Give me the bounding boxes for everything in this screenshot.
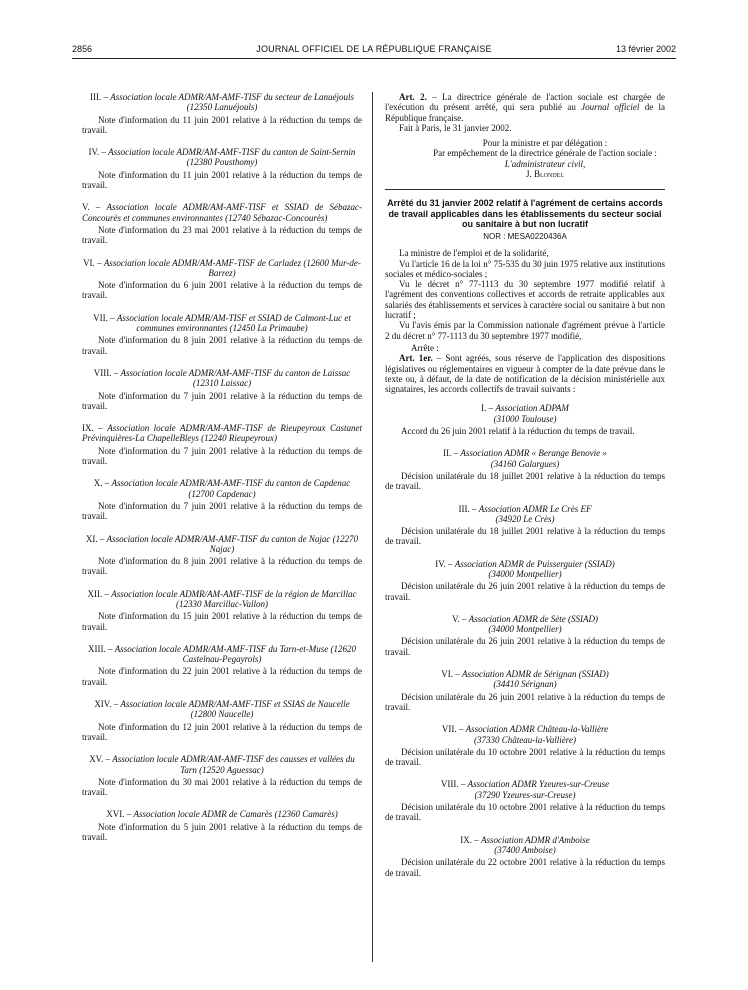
agreement-title [385, 614, 665, 624]
agreement-entry [385, 504, 665, 547]
article-2-label: Art. 2. [399, 92, 427, 102]
association-title [82, 478, 362, 499]
association-place: (34410 Sérignan) [493, 679, 557, 690]
article-2 [385, 92, 665, 123]
information-note: Note d'information du 5 juin 2001 relative à la réduction du temps de travail. [82, 821, 362, 843]
decision-note: Décision unilatérale du 18 juillet 2001 relative à la réduction du temps de travail. [385, 526, 665, 547]
association-title [82, 809, 362, 819]
entry-number: IX. [460, 834, 472, 845]
information-note: Note d'information du 30 mai 2001 relative à la réduction du temps de travail. [82, 776, 362, 798]
entry-dash: – [458, 779, 468, 790]
entry-number: VIII. [93, 367, 112, 378]
association-entry [82, 147, 362, 190]
association-name: Association locale ADMR/AM-AMF-TISF de Carladez (12600 Mur-de-Barrez) [103, 257, 361, 278]
entry-number: III. [458, 503, 470, 514]
agreement-title [385, 403, 665, 413]
entry-dash: – [445, 558, 455, 569]
decision-note: Décision unilatérale du 22 octobre 2001 relative à la réduction du temps de travail. [385, 857, 665, 878]
signature-line-3: L'administrateur civil, [504, 158, 586, 169]
association-name: Association ADMR de Puisserguier (SSIAD) [454, 558, 615, 569]
nor-reference: NOR : MESA0220436A [483, 231, 567, 241]
entry-number: IV. [435, 558, 446, 569]
association-name: Association ADMR de Sète (SSIAD) [468, 613, 598, 624]
association-place: (34000 Montpellier) [488, 569, 562, 579]
entry-number: XI. [85, 533, 98, 544]
column-divider [372, 92, 373, 962]
page-header [72, 44, 676, 58]
association-name: Association locale ADMR/AM-AMF-TISF des causses et vallées du Tarn (12520 Aguessac) [112, 754, 355, 775]
association-name: Association ADMR Château-la-Vallière [465, 724, 609, 735]
association-title [82, 368, 362, 389]
information-note: Note d'information du 6 juin 2001 relative à la réduction du temps de travail. [82, 280, 362, 301]
association-entry [82, 258, 362, 301]
entry-dash: – [111, 699, 121, 710]
association-title [82, 589, 362, 610]
association-entry [82, 534, 362, 577]
association-name: Association ADMR de Sérignan (SSIAD) [461, 669, 609, 680]
association-name: Association locale ADMR/AM-AMF-TISF du canton de Laissac (12310 Laissac) [120, 367, 351, 389]
arrete-title: Arrêté du 31 janvier 2002 relatif à l'agrément de certains accords de travail applicables dans les établissements du secteur social ou sanitaire à but non lucratif [387, 198, 663, 229]
association-title [82, 644, 362, 665]
page-number: 2856 [72, 44, 93, 54]
signature-line-2: Par empêchement de la directrice générale de l'action sociale : [433, 148, 657, 159]
agreement-entry [385, 669, 665, 712]
left-column [82, 92, 362, 854]
agreement-title [385, 669, 665, 679]
entry-dash: – [97, 533, 107, 544]
agreement-title [385, 448, 665, 458]
arrete-label: Arrête : [411, 342, 439, 353]
decision-note: Accord du 26 juin 2001 relatif à la réduction du temps de travail. [401, 426, 635, 437]
association-entry [82, 313, 362, 356]
agreement-title [385, 504, 665, 514]
association-name: Association locale ADMR/AM-AMF-TISF et SSIAS de Naucelle (12800 Naucelle) [120, 699, 350, 720]
agreement-entry [385, 448, 665, 491]
agreement-entry [385, 724, 665, 767]
entry-number: XIV. [94, 699, 112, 710]
association-name: Association locale ADMR/AM-AMF-TISF de Rieupeyroux Castanet Prévinquières-La ChapelleBleys (12240 Rieupeyroux) [82, 423, 362, 444]
association-place: (37290 Yzeures-sur-Creuse) [474, 789, 576, 800]
association-name: Association locale ADMR/AM-AMF-TISF du Tarn-et-Muse (12620 Castelnau-Pegayrols) [114, 643, 356, 665]
association-place: (34160 Galargues) [490, 458, 560, 469]
entry-number: VIII. [440, 779, 459, 790]
article-1-text: – Sont agréés, sous réserve de l'application des dispositions législatives ou réglementaires en vigueur à compter de la date prévue dans le texte ou, à défaut, de la date de notification de la décision ministérielle aux signataires, les accords collectifs de travail suivants : [385, 353, 666, 395]
information-note: Note d'information du 12 juin 2001 relative à la réduction du temps de travail. [82, 721, 362, 742]
association-entry [82, 589, 362, 632]
entry-dash: – [452, 669, 462, 680]
association-name: Association locale ADMR/AM-AMF-TISF du canton de Capdenac (12700 Capdenac) [111, 478, 351, 499]
entry-dash: – [451, 448, 461, 459]
fait-a-paris: Fait à Paris, le 31 janvier 2002. [399, 122, 512, 133]
association-entry [82, 368, 362, 411]
association-entry [82, 699, 362, 742]
section-divider [385, 189, 665, 190]
entry-number: XII. [87, 588, 103, 599]
association-name: Association locale ADMR/AM-AMF-TISF de la région de Marcillac (12330 Marcillac-Vallon) [111, 588, 357, 609]
article-2-end: de la République française. [385, 102, 665, 123]
entry-number: VI. [441, 669, 453, 680]
information-note: Note d'information du 7 juin 2001 relative à la réduction du temps de travail. [82, 390, 362, 411]
information-note: Note d'information du 7 juin 2001 relative à la réduction du temps de travail. [82, 445, 362, 467]
agreement-entry [385, 779, 665, 822]
signature-name: J. Blondel [526, 169, 564, 180]
entry-dash: – [469, 503, 479, 514]
association-entry [82, 423, 362, 466]
agreement-entry [385, 835, 665, 878]
decision-note: Décision unilatérale du 26 juin 2001 relative à la réduction du temps de travail. [385, 581, 665, 602]
association-name: Association ADMR Le Crès EF [478, 503, 592, 514]
right-column [385, 92, 665, 890]
association-place: (37330 Château-la-Vallière) [474, 734, 576, 745]
association-title [82, 534, 362, 555]
entry-number: I. [481, 403, 487, 414]
entry-dash: – [101, 92, 111, 102]
association-name: Association ADMR Yzeures-sur-Creuse [467, 779, 610, 790]
entry-dash: – [89, 202, 107, 213]
preamble-minister: La ministre de l'emploi et de la solidarité, [399, 248, 549, 259]
signature-line-1: Pour la ministre et par délégation : [482, 138, 608, 149]
entry-dash: – [102, 478, 112, 489]
entry-dash: – [99, 147, 109, 158]
entry-number: V. [452, 613, 460, 624]
association-entry [82, 644, 362, 687]
entry-dash: – [93, 423, 108, 434]
association-title [82, 754, 362, 775]
association-place: (34920 Le Crès) [495, 513, 555, 524]
association-name: Association locale ADMR/AM-AMF-TISF et SSIAD de Sébazac-Concourès et communes environnantes (12740 Sébazac-Concourès) [82, 202, 362, 223]
entry-number: IX. [82, 423, 94, 434]
entry-dash: – [456, 724, 466, 735]
entry-number: VI. [83, 257, 95, 268]
decision-note: Décision unilatérale du 18 juillet 2001 relative à la réduction du temps de travail. [385, 470, 665, 492]
association-name: Association locale ADMR/AM-TISF et SSIAD de Calmont-Luc et communes environnantes (12450 La Primaube) [116, 312, 351, 334]
entry-number: IV. [88, 147, 100, 158]
information-note: Note d'information du 22 juin 2001 relative à la réduction du temps de travail. [82, 666, 362, 687]
association-title [82, 313, 362, 334]
article-1 [385, 353, 665, 394]
article-1-label: Art. 1er. [399, 353, 433, 364]
agreement-entry [385, 559, 665, 602]
information-note: Note d'information du 11 juin 2001 relative à la réduction du temps de travail. [82, 114, 362, 135]
association-name: Association locale ADMR/AM-AMF-TISF du canton de Saint-Sernin (12380 Pousthomy) [108, 147, 356, 168]
issue-date: 13 février 2002 [615, 44, 676, 54]
header-rule [72, 58, 676, 59]
association-name: Association ADPAM [495, 403, 569, 414]
entry-number: XVI. [106, 809, 125, 820]
entry-number: V. [82, 202, 90, 213]
association-title [82, 147, 362, 168]
agreement-entry [385, 403, 665, 436]
decision-note: Décision unilatérale du 26 juin 2001 relative à la réduction du temps de travail. [385, 691, 665, 712]
agreement-title [385, 779, 665, 789]
association-place: (34000 Montpellier) [488, 624, 562, 635]
association-entry [82, 478, 362, 521]
entry-dash: – [472, 834, 481, 845]
decision-note: Décision unilatérale du 26 juin 2001 relative à la réduction du temps de travail. [385, 636, 665, 657]
information-note: Note d'information du 7 juin 2001 relative à la réduction du temps de travail. [82, 500, 362, 522]
entry-dash: – [459, 613, 469, 624]
agreement-title [385, 559, 665, 569]
association-title [82, 258, 362, 279]
journal-title: JOURNAL OFFICIEL DE LA RÉPUBLIQUE FRANÇAISE [256, 44, 492, 54]
article-2-text: – La directrice générale de l'action sociale est chargée de l'exécution du présent arrêté, qui sera publié au [385, 92, 665, 113]
information-note: Note d'information du 23 mai 2001 relative à la réduction du temps de travail. [82, 224, 362, 246]
agreement-title [385, 724, 665, 734]
agreement-title [385, 835, 665, 845]
article-2-journal: Journal officiel [581, 102, 640, 113]
association-entry [82, 809, 362, 842]
decision-note: Décision unilatérale du 10 octobre 2001 relative à la réduction du temps de travail. [385, 746, 665, 768]
information-note: Note d'information du 8 juin 2001 relative à la réduction du temps de travail. [82, 335, 362, 356]
association-name: Association locale ADMR/AM-AMF-TISF du secteur de Lanuéjouls (12350 Lanuéjouls) [110, 92, 355, 113]
preamble-vu-loi: Vu l'article 16 de la loi n° 75-535 du 30 juin 1975 relative aux institutions sociales et médico-sociales ; [385, 258, 665, 279]
entry-dash: – [107, 312, 117, 323]
agreements-list [385, 403, 665, 877]
entry-dash: – [102, 588, 112, 599]
preamble-vu-decret: Vu le décret n° 77-1113 du 30 septembre 1977 modifié relatif à l'agrément des conventions collectives et accords de retraite applicables aux salariés des établissements et services à caractère social ou sanitaire à but non lucratif ; [385, 279, 665, 321]
association-name: Association ADMR « Berange Benovie » [460, 448, 607, 459]
entry-dash: – [124, 809, 134, 820]
association-title [82, 423, 362, 444]
association-name: Association locale ADMR/AM-AMF-TISF du canton de Najac (12270 Najac) [106, 533, 359, 554]
association-entry [82, 754, 362, 797]
preamble-vu-avis: Vu l'avis émis par la Commission nationale d'agrément prévue à l'article 2 du décret n° 77-1113 du 30 septembre 1977 modifié, [385, 320, 665, 341]
information-note: Note d'information du 15 juin 2001 relative à la réduction du temps de travail. [82, 611, 362, 632]
information-note: Note d'information du 11 juin 2001 relative à la réduction du temps de travail. [82, 169, 362, 191]
association-title [82, 699, 362, 720]
entry-dash: – [111, 367, 121, 378]
entry-number: XV. [89, 754, 104, 765]
entry-dash: – [103, 754, 113, 765]
association-place: (37400 Amboise) [494, 844, 556, 855]
information-note: Note d'information du 8 juin 2001 relative à la réduction du temps de travail. [82, 556, 362, 577]
association-title [82, 92, 362, 113]
entry-dash: – [486, 403, 496, 414]
entry-number: II. [443, 448, 452, 459]
entry-number: X. [93, 478, 103, 489]
association-name: Association locale ADMR de Camarès (12360 Camarès) [133, 809, 338, 820]
association-place: (31000 Toulouse) [493, 413, 557, 424]
decision-note: Décision unilatérale du 10 octobre 2001 relative à la réduction du temps de travail. [385, 802, 665, 823]
entry-number: III. [89, 92, 102, 102]
association-entry [82, 202, 362, 245]
association-title [82, 202, 362, 223]
association-name: Association ADMR d'Amboise [481, 834, 590, 845]
entry-dash: – [94, 257, 104, 268]
entry-number: XIII. [88, 643, 106, 654]
entry-number: VII. [441, 724, 457, 735]
entry-number: VII. [93, 312, 108, 323]
entry-dash: – [105, 643, 115, 654]
agreement-entry [385, 614, 665, 657]
association-entry [82, 92, 362, 135]
